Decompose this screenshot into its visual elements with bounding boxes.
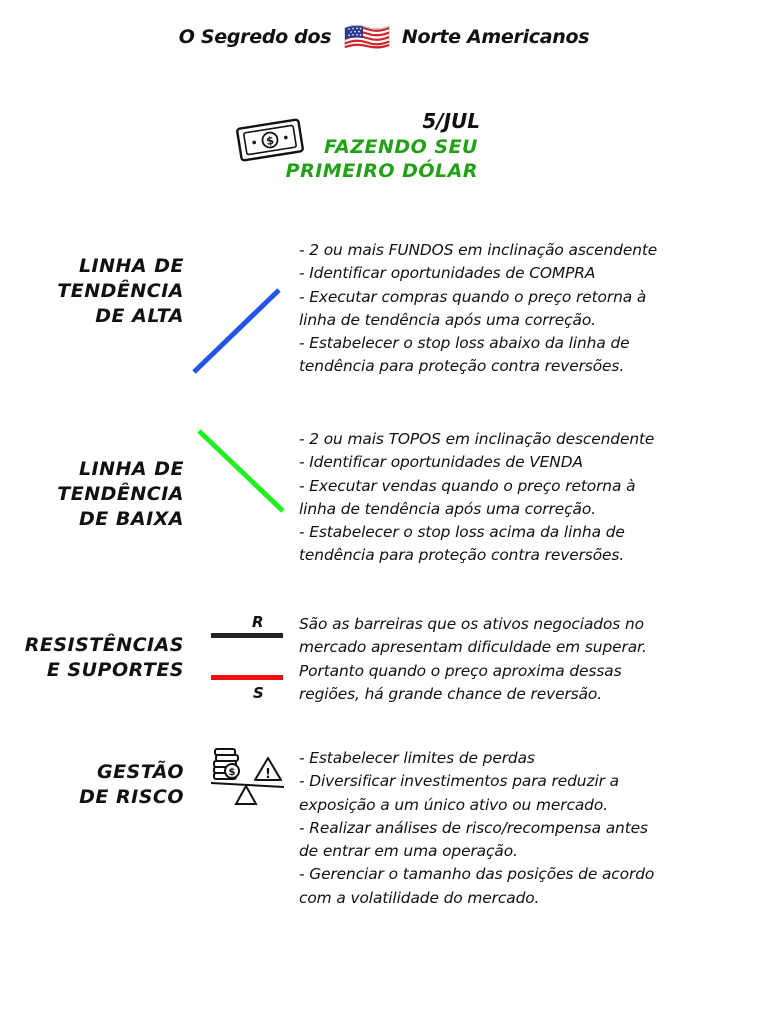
section-title-risk: GESTÃO DE RISCO xyxy=(79,761,184,808)
page-header xyxy=(0,22,768,57)
text-line: linha de tendência após uma correção. xyxy=(299,310,596,329)
hero-title xyxy=(286,135,478,183)
text-line: linha de tendência após uma correção. xyxy=(299,499,596,518)
text-line: - Gerenciar o tamanho das posições de acordo xyxy=(299,865,655,884)
support-label: S xyxy=(253,684,264,702)
text-line: - Estabelecer o stop loss abaixo da linha de xyxy=(299,334,630,353)
text-line: - Identificar oportunidades de VENDA xyxy=(299,453,583,472)
text-line: - Estabelecer o stop loss acima da linha de xyxy=(299,523,625,542)
hero-title-line1: FAZENDO SEU xyxy=(323,136,478,158)
text-line: tendência para proteção contra reversões. xyxy=(299,357,625,376)
text-line: - Executar vendas quando o preço retorna à xyxy=(299,476,636,495)
section-title-uptrend: LINHA DE TENDÊNCIA DE ALTA xyxy=(57,255,184,327)
hero-title-line2: PRIMEIRO DÓLAR xyxy=(285,160,478,182)
text-line: - Executar compras quando o preço retorna à xyxy=(299,287,647,306)
text-line: - 2 ou mais TOPOS em inclinação descendente xyxy=(299,430,655,448)
header-text-before: O Segredo dos xyxy=(178,26,332,48)
svg-text:$: $ xyxy=(228,767,236,778)
section-title-downtrend: LINHA DE TENDÊNCIA DE BAIXA xyxy=(57,458,184,530)
text-line: exposição a um único ativo ou mercado. xyxy=(299,795,608,814)
svg-text:!: ! xyxy=(265,767,271,782)
text-line: - 2 ou mais FUNDOS em inclinação ascendente xyxy=(299,241,658,259)
section-text-support-resistance xyxy=(299,613,739,706)
section-text-risk xyxy=(299,747,739,910)
risk-balance-icon xyxy=(208,746,288,812)
date-label: 5/JUL xyxy=(422,109,480,133)
text-line: - Realizar análises de risco/recompensa antes xyxy=(299,818,648,837)
header-text-after: Norte Americanos xyxy=(401,26,590,48)
uptrend-line-graphic xyxy=(190,286,284,380)
section-text-uptrend xyxy=(299,239,739,379)
svg-text:$: $ xyxy=(265,133,275,149)
text-line: regiões, há grande chance de reversão. xyxy=(299,684,603,703)
resistance-bar xyxy=(211,633,283,638)
section-title-support-resistance: RESISTÊNCIAS E SUPORTES xyxy=(24,634,184,681)
text-line: com a volatilidade do mercado. xyxy=(299,888,540,907)
text-line: - Diversificar investimentos para reduzir a xyxy=(299,772,619,791)
text-line: - Identificar oportunidades de COMPRA xyxy=(299,264,596,283)
support-bar xyxy=(211,675,283,680)
text-line: Portanto quando o preço aproxima dessas xyxy=(299,661,622,680)
section-text-downtrend xyxy=(299,428,739,568)
text-line: São as barreiras que os ativos negociados no xyxy=(299,615,644,633)
us-flag-icon xyxy=(342,22,392,57)
text-line: tendência para proteção contra reversões. xyxy=(299,546,625,565)
downtrend-line-graphic xyxy=(195,427,289,521)
text-line: - Estabelecer limites de perdas xyxy=(299,749,535,767)
resistance-label: R xyxy=(252,613,264,631)
text-line: mercado apresentam dificuldade em superar. xyxy=(299,638,647,657)
text-line: de entrar em uma operação. xyxy=(299,842,518,861)
